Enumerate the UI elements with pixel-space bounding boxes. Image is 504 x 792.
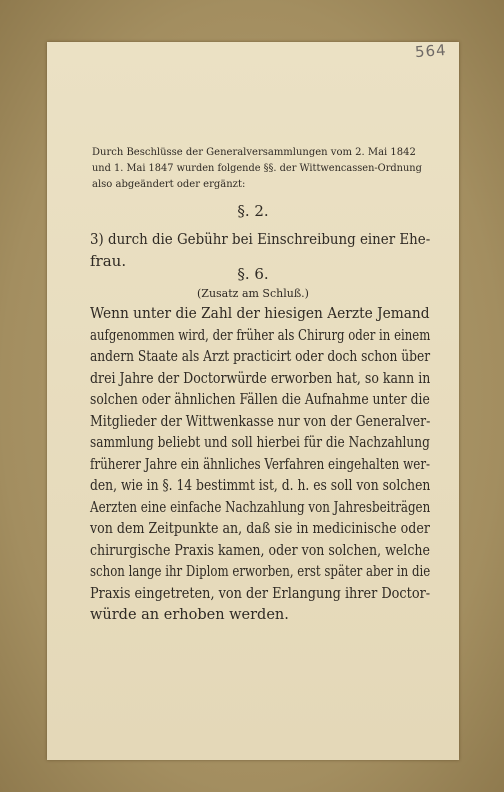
intro-paragraph — [92, 145, 422, 193]
section-6-line: von dem Zeitpunkte an, daß sie in medicinische oder — [90, 521, 430, 537]
section-6-line: Praxis eingetreten, von der Erlangung ihrer Doctor- — [90, 585, 431, 602]
section-6-line: Mitglieder der Wittwenkasse nur von der Generalver- — [90, 413, 431, 430]
intro-line: und 1. Mai 1847 wurden folgende §§. der Wittwencassen-Ordnung — [92, 163, 422, 174]
section-2-line: 3) durch die Gebühr bei Einschreibung einer Ehe- — [90, 230, 431, 248]
section-6-line: andern Staate als Arzt practicirt oder doch schon über — [90, 349, 431, 365]
intro-line: Durch Beschlüsse der Generalversammlungen vom 2. Mai 1842 — [92, 147, 416, 158]
section-6-line: drei Jahre der Doctorwürde erworben hat, so kann in — [90, 370, 431, 387]
section-6-line: schon lange ihr Diplom erworben, erst später aber in die — [90, 564, 431, 580]
document-sheet — [47, 42, 459, 760]
section-6-paragraph — [90, 304, 430, 627]
section-6-line: Aerzten eine einfache Nachzahlung von Jahresbeiträgen — [90, 499, 431, 516]
section-6-subheading: (Zusatz am Schluß.) — [197, 287, 309, 300]
pencil-page-number: 564 — [414, 40, 448, 62]
section-6-heading: §. 6. — [237, 265, 269, 283]
section-6-line: aufgenommen wird, der früher als Chirurg oder in einem — [90, 327, 431, 344]
section-2-line: frau. — [90, 252, 127, 270]
section-6-line: früherer Jahre ein ähnliches Verfahren eingehalten wer- — [90, 456, 431, 473]
section-2-heading: §. 2. — [237, 202, 269, 220]
section-6-line: chirurgische Praxis kamen, oder von solchen, welche — [90, 542, 430, 559]
section-6-line: solchen oder ähnlichen Fällen die Aufnahme unter die — [90, 392, 430, 408]
section-6-line: Wenn unter die Zahl der hiesigen Aerzte Jemand — [90, 306, 430, 322]
section-6-line: den, wie in §. 14 bestimmt ist, d. h. es soll von solchen — [90, 478, 431, 494]
section-6-line: würde an erhoben werden. — [90, 607, 289, 623]
section-6-line: sammlung beliebt und soll hierbei für die Nachzahlung — [90, 435, 430, 451]
intro-line: also abgeändert oder ergänzt: — [92, 179, 246, 190]
